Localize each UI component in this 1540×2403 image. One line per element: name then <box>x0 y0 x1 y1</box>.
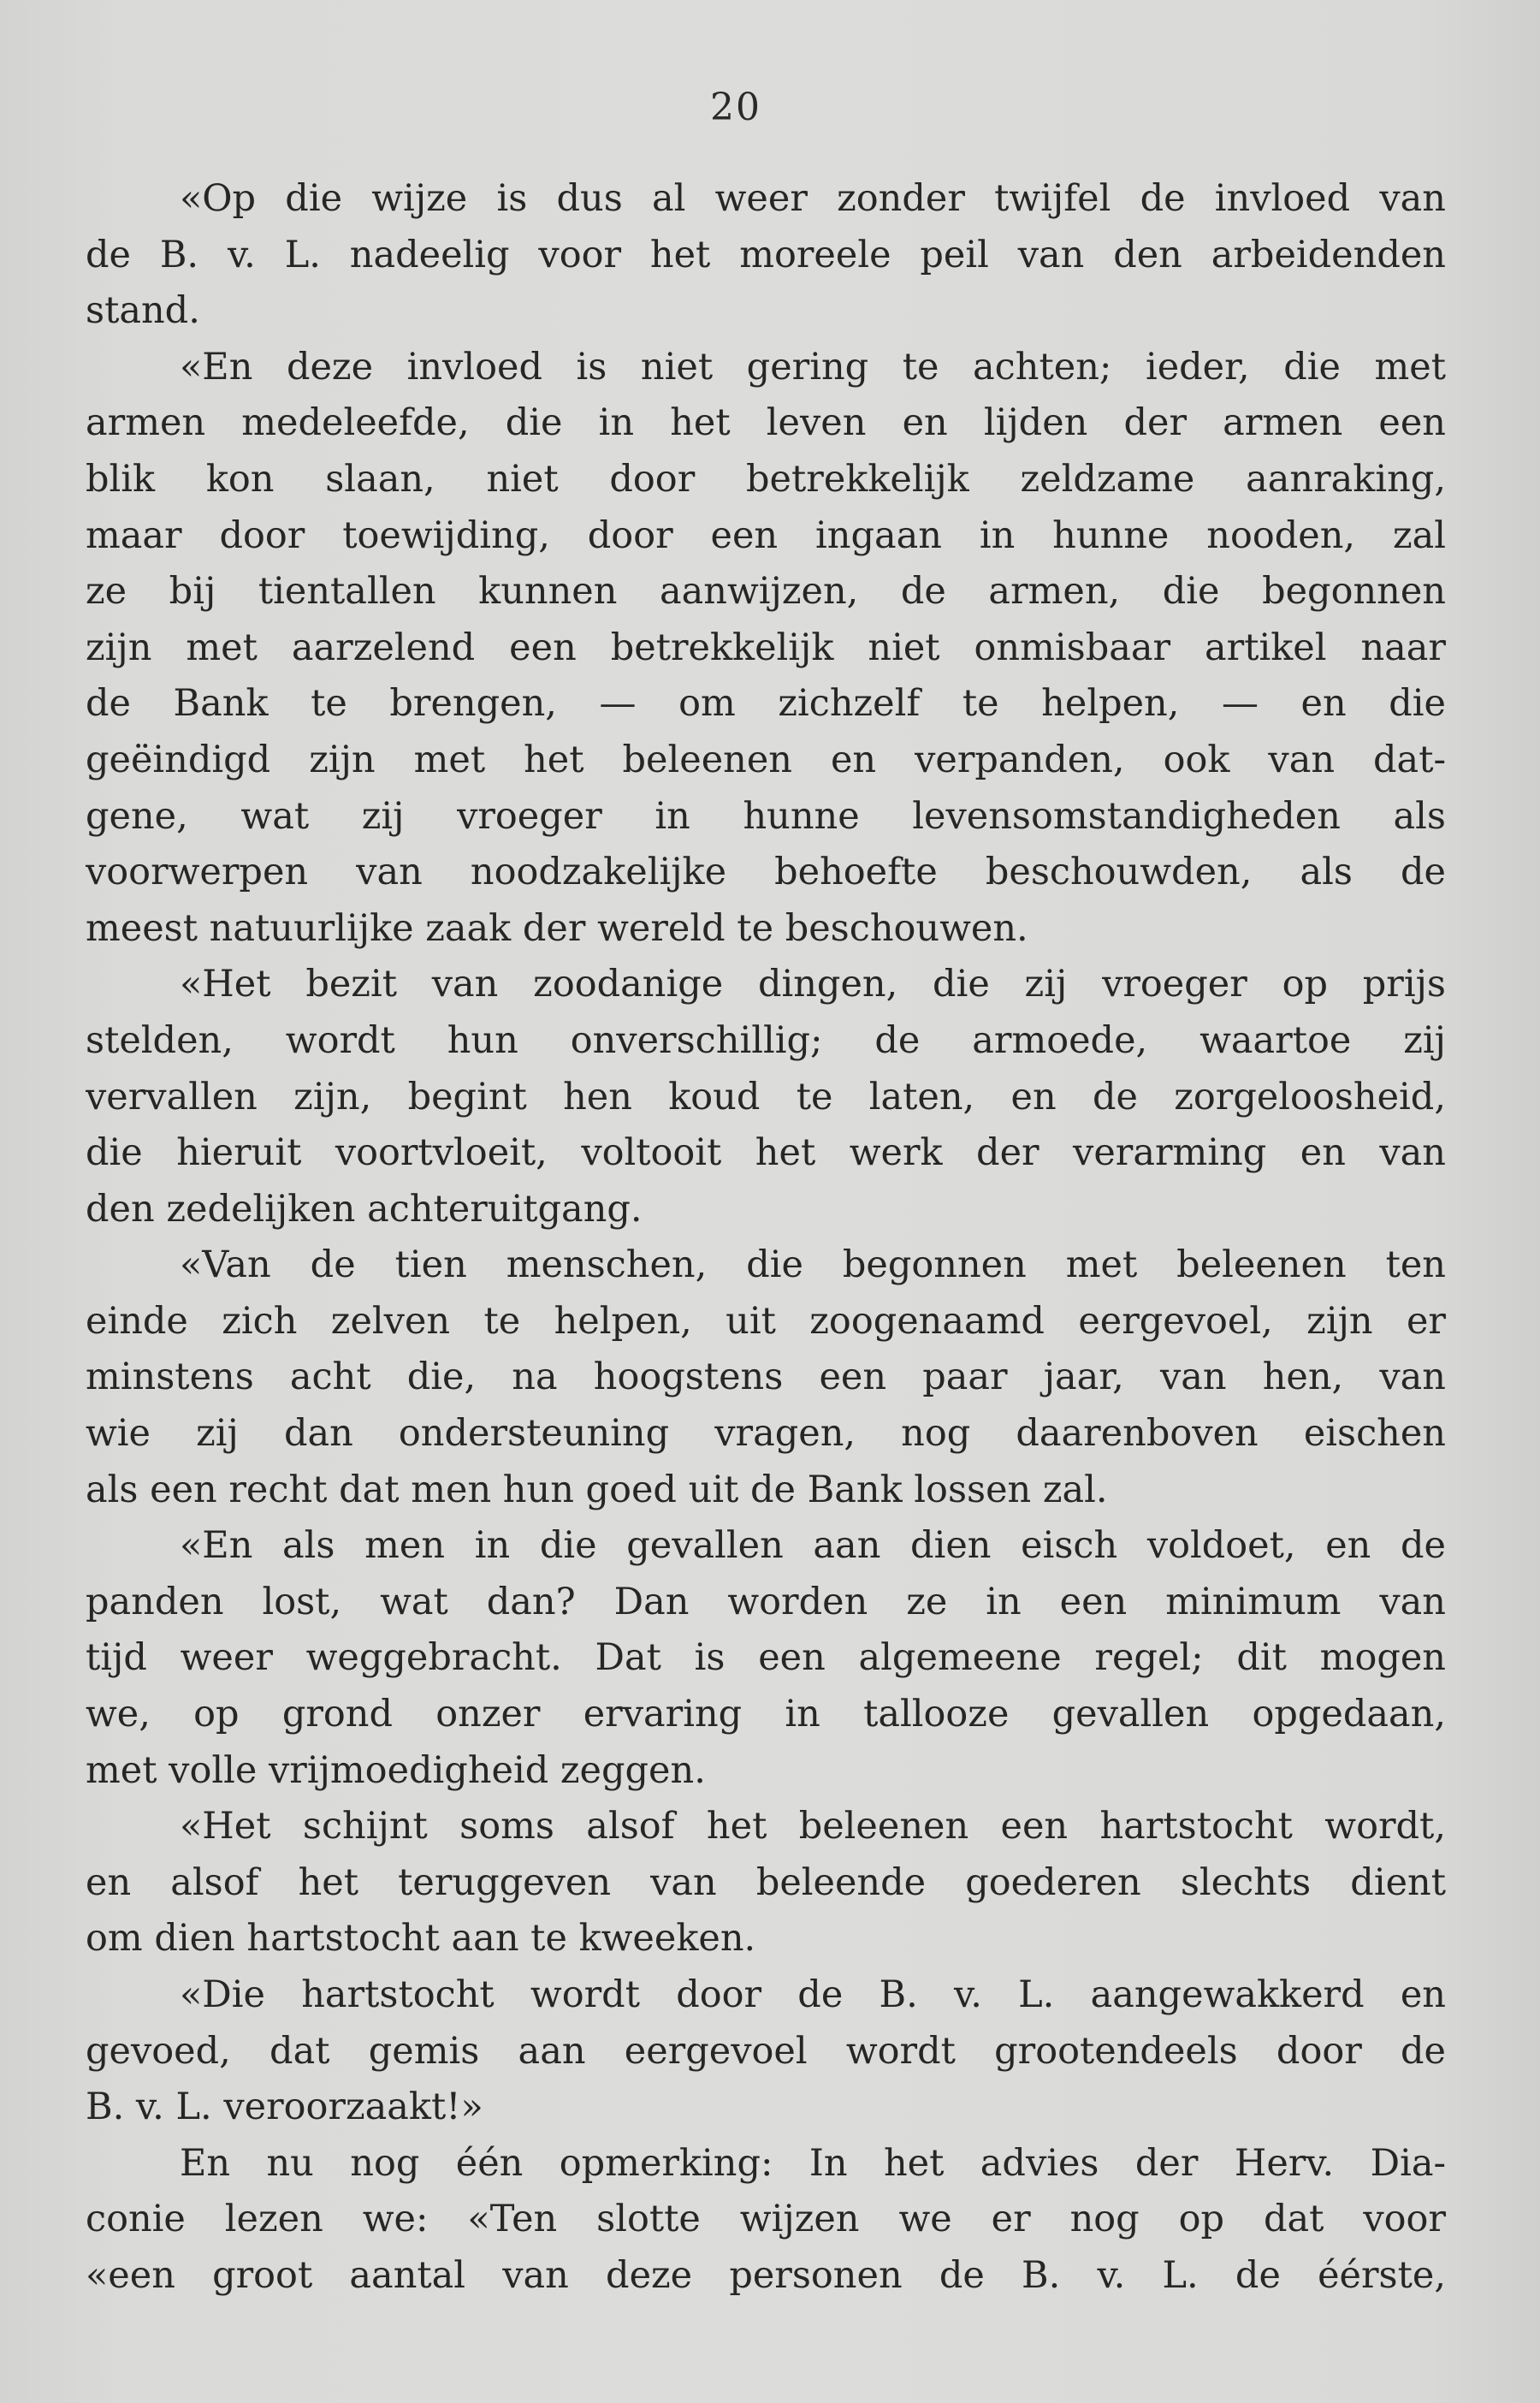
text-line: meest natuurlijke zaak der wereld te beschouwen. <box>86 906 1028 950</box>
text-line: «Die hartstocht wordt door de B. v. L. aangewakkerd en <box>180 1973 1446 2016</box>
text-line: armen medeleefde, die in het leven en lijden der armen een <box>86 401 1446 445</box>
text-line: minstens acht die, na hoogstens een paar jaar, van hen, van <box>86 1356 1446 1399</box>
text-line: panden lost, wat dan? Dan worden ze in een minimum van <box>86 1580 1446 1623</box>
text-line: gevoed, dat gemis aan eergevoel wordt grootendeels door de <box>86 2029 1446 2073</box>
text-line: die hieruit voortvloeit, voltooit het werk der verarming en van <box>86 1131 1446 1175</box>
text-line: voorwerpen van noodzakelijke behoefte beschouwden, als de <box>86 851 1446 894</box>
text-line: als een recht dat men hun goed uit de Bank lossen zal. <box>86 1468 1108 1511</box>
text-line: geëindigd zijn met het beleenen en verpanden, ook van dat- <box>86 738 1446 781</box>
text-line: den zedelijken achteruitgang. <box>86 1187 643 1231</box>
text-line: stelden, wordt hun onverschillig; de armoede, waartoe zij <box>86 1018 1446 1062</box>
text-line: we, op grond onzer ervaring in tallooze gevallen opgedaan, <box>86 1693 1446 1736</box>
body-text <box>86 171 1446 2305</box>
text-line: En nu nog één opmerking: In het advies der Herv. Dia- <box>180 2141 1446 2185</box>
text-line: «En deze invloed is niet gering te achten; ieder, die met <box>180 345 1446 389</box>
text-line: tijd weer weggebracht. Dat is een algemeene regel; dit mogen <box>86 1636 1446 1680</box>
text-line: stand. <box>86 289 200 333</box>
text-line: gene, wat zij vroeger in hunne levensomstandigheden als <box>86 794 1446 838</box>
text-line: zijn met aarzelend een betrekkelijk niet onmisbaar artikel naar <box>86 626 1446 669</box>
text-line: «Het schijnt soms alsof het beleenen een hartstocht wordt, <box>180 1805 1446 1848</box>
text-line: de Bank te brengen, — om zichzelf te helpen, — en die <box>86 682 1446 726</box>
text-line: de B. v. L. nadeelig voor het moreele peil van den arbeidenden <box>86 233 1446 276</box>
text-line: wie zij dan ondersteuning vragen, nog daarenboven eischen <box>86 1412 1446 1456</box>
text-line: ze bij tientallen kunnen aanwijzen, de armen, die begonnen <box>86 570 1446 614</box>
text-line: en alsof het teruggeven van beleende goederen slechts dient <box>86 1860 1446 1904</box>
text-line: conie lezen we: «Ten slotte wijzen we er nog op dat voor <box>86 2198 1446 2241</box>
text-line: om dien hartstocht aan te kweeken. <box>86 1917 756 1961</box>
text-line: vervallen zijn, begint hen koud te laten, en de zorgeloosheid, <box>86 1075 1446 1118</box>
text-line: «Op die wijze is dus al weer zonder twijfel de invloed van <box>180 177 1446 220</box>
text-line: «een groot aantal van deze personen de B. v. L. de éérste, <box>86 2253 1446 2297</box>
text-line: «Het bezit van zoodanige dingen, die zij vroeger op prijs <box>180 963 1446 1006</box>
text-line: «En als men in die gevallen aan dien eisch voldoet, en de <box>180 1524 1446 1568</box>
text-line: met volle vrijmoedigheid zeggen. <box>86 1748 706 1792</box>
text-line: blik kon slaan, niet door betrekkelijk zeldzame aanraking, <box>86 457 1446 501</box>
text-line: B. v. L. veroorzaakt!» <box>86 2086 483 2129</box>
text-line: maar door toewijding, door een ingaan in hunne nooden, zal <box>86 513 1446 557</box>
text-line: «Van de tien menschen, die begonnen met beleenen ten <box>180 1243 1446 1287</box>
text-line: einde zich zelven te helpen, uit zoogenaamd eergevoel, zijn er <box>86 1299 1446 1343</box>
page-number: 20 <box>710 86 761 129</box>
